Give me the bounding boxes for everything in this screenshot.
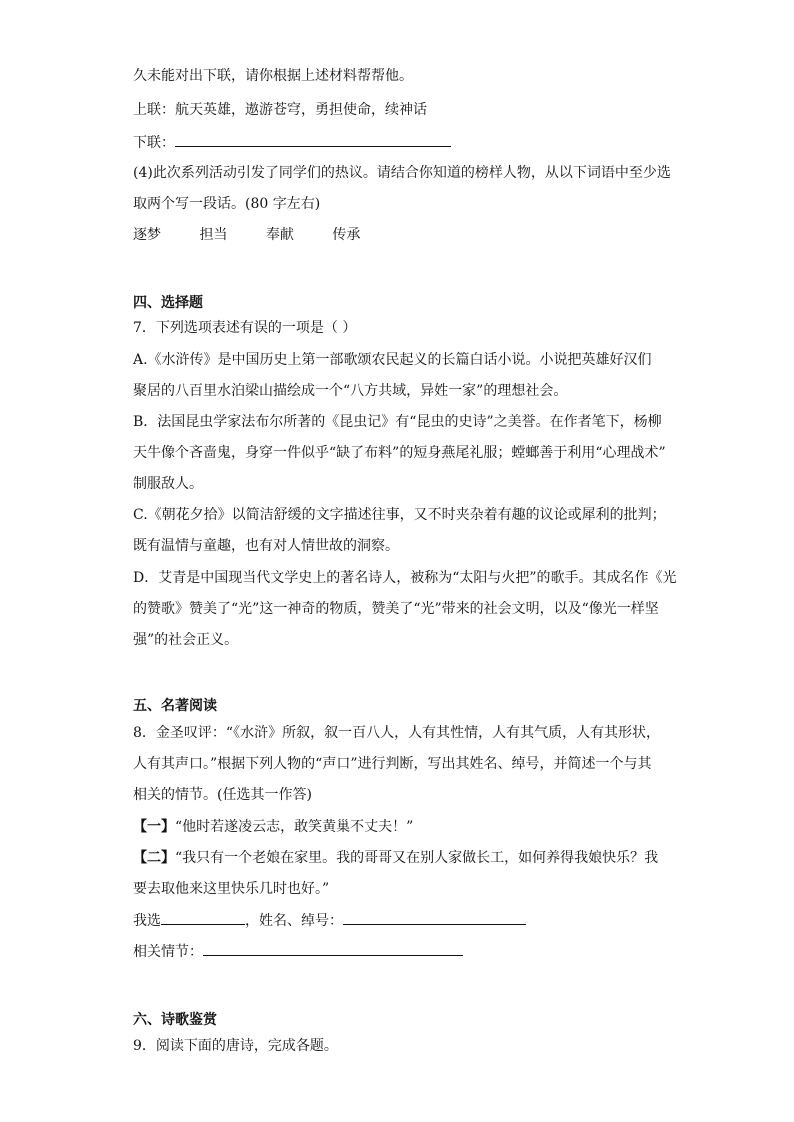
q7-option-d-line2: 的赞歌》赞美了“光”这一神奇的物质，赞美了“光”带来的社会文明，以及“像光一样坚 [133,601,659,617]
name-blank[interactable] [343,910,526,925]
lower-couplet-blank[interactable] [175,132,451,147]
q8-item-2-line2: 要去取他来这里快乐几时也好。” [133,881,330,897]
word-option: 传承 [332,227,361,243]
q7-option-a-line2: 聚居的八百里水泊梁山描绘成一个“八方共域，异姓一家”的理想社会。 [133,383,568,399]
q8-item-2 [133,848,658,868]
q8-item-1 [133,817,413,837]
q8-stem-line3: 相关的情节。(任选其一作答) [133,787,312,803]
item-1-tag: 【一】 [133,819,175,835]
q9-stem: 9．阅读下面的唐诗，完成各题。 [133,1038,338,1054]
word-option: 担当 [199,227,228,243]
lower-couplet-label: 下联： [133,135,175,151]
item-2-quote: “我只有一个老娘在家里。我的哥哥又在别人家做长工，如何养得我娘快乐？我 [175,850,659,866]
q6-part4-line1: (4)此次系列活动引发了同学们的热议。请结合你知道的榜样人物，从以下词语中至少选 [133,165,671,181]
word-option: 逐梦 [133,227,161,243]
q8-stem-line2: 人有其声口。”根据下列人物的“声口”进行判断，写出其姓名、绰号，并简述一个与其 [133,756,652,772]
q8-stem-line1: 8．金圣叹评：“《水浒》所叙，叙一百八人，人有其性情，人有其气质，人有其形状， [133,725,661,741]
word-options [133,225,394,245]
q7-option-b-line1: B．法国昆虫学家法布尔所著的《昆虫记》有“昆虫的史诗”之美誉。在作者笔下，杨柳 [133,414,662,430]
choose-blank[interactable] [161,910,245,925]
q7-option-a-line1: A.《水浒传》是中国历史上第一部歌颂农民起义的长篇白话小说。小说把英雄好汉们 [133,352,652,368]
item-1-quote: “他时若遂凌云志，敢笑黄巢不丈夫！” [175,819,414,835]
name-label: ，姓名、绰号： [245,913,343,929]
upper-couplet: 上联：航天英雄，遨游苍穹，勇担使命，续神话 [133,102,427,118]
q7-option-c-line1: C.《朝花夕拾》以简洁舒缓的文字描述往事，又不时夹杂着有趣的议论或犀利的批判； [133,507,666,523]
q6-continuation: 久未能对出下联，请你根据上述材料帮帮他。 [133,68,413,84]
q8-answer-choose [133,910,526,931]
section-4-heading: 四、选择题 [133,295,203,311]
plot-label: 相关情节： [133,944,203,960]
q7-option-c-line2: 既有温情与童趣，也有对人情世故的洞察。 [133,538,399,554]
plot-blank[interactable] [203,941,463,956]
item-2-tag: 【二】 [133,850,175,866]
q7-option-d-line1: D．艾青是中国现当代文学史上的著名诗人，被称为“太阳与火把”的歌手。其成名作《光 [133,570,677,586]
section-6-heading: 六、诗歌鉴赏 [133,1012,217,1028]
q7-option-b-line3: 制服敌人。 [133,476,203,492]
word-option: 奉献 [265,227,294,243]
q8-answer-plot [133,941,463,962]
q7-option-b-line2: 天牛像个吝啬鬼，身穿一件似乎“缺了布料”的短身燕尾礼服；螳螂善于利用“心理战术” [133,445,666,461]
q7-stem: 7．下列选项表述有误的一项是（ ） [133,320,357,336]
choose-label: 我选 [133,913,161,929]
q7-option-d-line3: 强”的社会正义。 [133,632,239,648]
section-5-heading: 五、名著阅读 [133,698,217,714]
q6-part4-line2: 取两个写一段话。(80 字左右) [133,196,321,212]
lower-couplet-line [133,132,451,153]
